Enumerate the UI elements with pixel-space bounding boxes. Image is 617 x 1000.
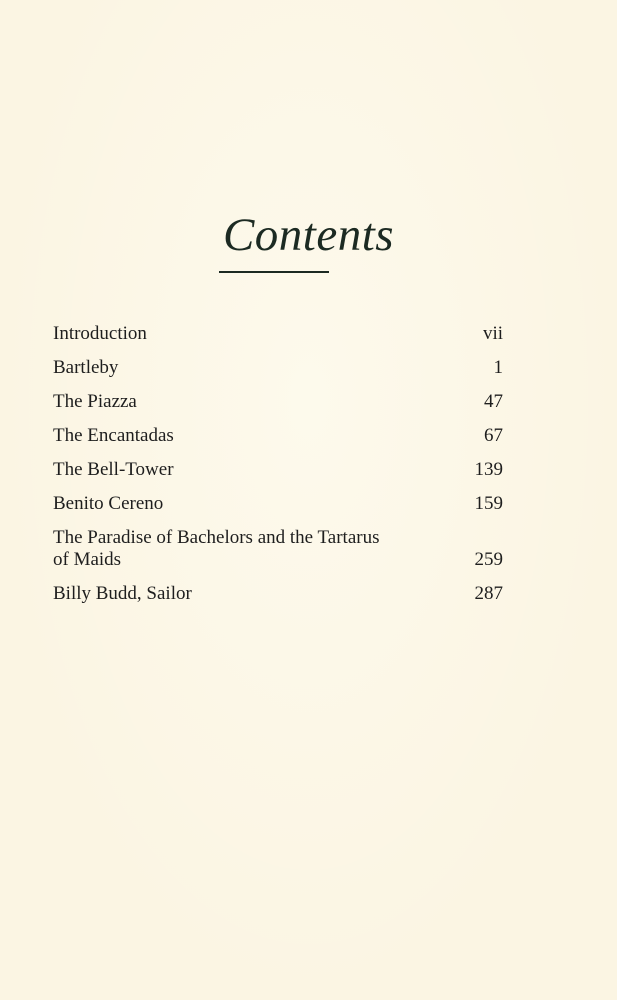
toc-entry-introduction xyxy=(53,323,503,345)
toc-entry-page: 159 xyxy=(474,493,503,514)
heading-rule xyxy=(219,271,329,273)
toc-entry-page: 287 xyxy=(474,583,503,604)
toc-entry-page: 47 xyxy=(484,391,503,412)
toc-entry-title: Billy Budd, Sailor xyxy=(53,583,192,604)
toc-entry-billy-budd xyxy=(53,583,503,605)
table-of-contents xyxy=(53,323,503,617)
toc-entry-title: The Encantadas xyxy=(53,425,174,446)
toc-entry-title: Benito Cereno xyxy=(53,493,164,514)
toc-entry-page: vii xyxy=(482,323,503,344)
toc-entry-bell-tower xyxy=(53,459,503,481)
toc-entry-title: Introduction xyxy=(53,323,147,344)
toc-entry-paradise-of-bachelors xyxy=(53,527,503,571)
toc-entry-page: 1 xyxy=(493,357,503,378)
toc-entry-bartleby xyxy=(53,357,503,379)
contents-heading: Contents xyxy=(222,209,395,261)
toc-entry-title: Bartleby xyxy=(53,357,119,378)
toc-entry-encantadas xyxy=(53,425,503,447)
toc-entry-title: The Bell-Tower xyxy=(53,459,174,480)
toc-entry-page: 67 xyxy=(484,425,503,446)
toc-entry-page: 139 xyxy=(474,459,503,480)
toc-entry-title: The Piazza xyxy=(53,391,137,412)
toc-entry-benito-cereno xyxy=(53,493,503,515)
toc-entry-piazza xyxy=(53,391,503,413)
toc-entry-page: 259 xyxy=(474,549,503,570)
toc-entry-title: The Paradise of Bachelors and the Tartarus of Maids xyxy=(53,527,380,570)
